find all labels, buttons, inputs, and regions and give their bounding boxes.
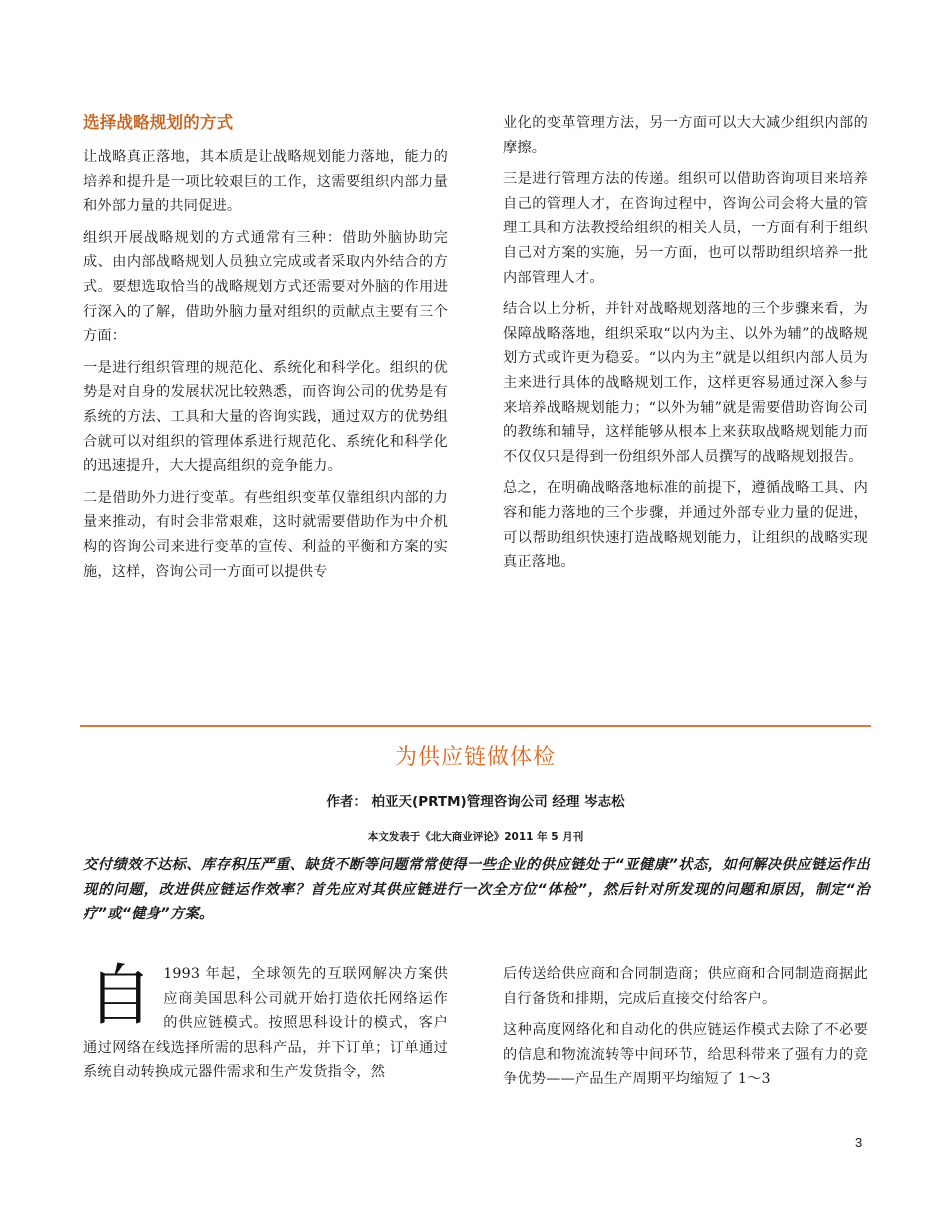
paragraph: 二是借助外力进行变革。有些组织变革仅靠组织内部的力量来推动，有时会非常艰难，这时就需要借助作为中介机构的咨询公司来进行变革的宣传、利益的平衡和方案的实施，这样，咨询公司一方面可以提供专 bbox=[83, 489, 448, 580]
paragraph: 总之，在明确战略落地标准的前提下，遵循战略工具、内容和能力落地的三个步骤，并通过外部专业力量的促进，可以帮助组织快速打造战略规划能力，让组织的战略实现真正落地。 bbox=[503, 480, 868, 571]
paragraph bbox=[83, 957, 448, 1085]
article-abstract: 交付绩效不达标、库存积压严重、缺货不断等问题常常使得一些企业的供应链处于“亚健康”状态，如何解决供应链运作出现的问题，改进供应链运作效率？首先应对其供应链进行一次全方位“体检”，然后针对所发现的问题和原因，制定“治疗”或“健身”方案。 bbox=[83, 857, 870, 922]
top-left-column bbox=[83, 111, 448, 591]
article-right-column bbox=[503, 962, 868, 1099]
section-divider bbox=[80, 725, 871, 727]
paragraph: 让战略真正落地，其本质是让战略规划能力落地，能力的培养和提升是一项比较艰巨的工作，这需要组织内部力量和外部力量的共同促进。 bbox=[83, 149, 448, 215]
paragraph: 后传送给供应商和合同制造商；供应商和合同制造商据此自行备货和排期，完成后直接交付给客户。 bbox=[503, 966, 868, 1007]
article-byline: 作者： 柏亚天(PRTM)管理咨询公司 经理 岑志松 bbox=[326, 794, 625, 810]
paragraph: 三是进行管理方法的传递。组织可以借助咨询项目来培养自己的管理人才，在咨询过程中，咨询公司会将大量的管理工具和方法教授给组织的相关人员，一方面有利于组织自己对方案的实施，另一方面，也可以帮助组织培养一批内部管理人才。 bbox=[503, 171, 868, 286]
page-number: 3 bbox=[855, 1135, 863, 1150]
paragraph: 一是进行组织管理的规范化、系统化和科学化。组织的优势是对自身的发展状况比较熟悉，而咨询公司的优势是有系统的方法、工具和大量的咨询实践，通过双方的优势组合就可以对组织的管理体系进行规范化、系统化和科学化的迅速提升，大大提高组织的竞争能力。 bbox=[83, 359, 448, 475]
paragraph: 组织开展战略规划的方式通常有三种：借助外脑协助完成、由内部战略规划人员独立完成或者采取内外结合的方式。要想选取恰当的战略规划方式还需要对外脑的作用进行深入的了解，借助外脑力量对组织的贡献点主要有三个方面： bbox=[83, 229, 448, 345]
article-title: 为供应链做体检 bbox=[394, 745, 556, 770]
drop-cap: 自 bbox=[87, 957, 154, 1034]
paragraph: 业化的变革管理方法，另一方面可以大大减少组织内部的摩擦。 bbox=[503, 115, 868, 156]
section-heading: 选择战略规划的方式 bbox=[83, 113, 234, 132]
paragraph: 这种高度网络化和自动化的供应链运作模式去除了不必要的信息和物流流转等中间环节，给思科带来了强有力的竞争优势——产品生产周期平均缩短了 1～3 bbox=[503, 1022, 868, 1088]
top-right-column bbox=[503, 111, 868, 582]
article-left-column bbox=[83, 957, 448, 1092]
publication-note: 本文发表于《北大商业评论》2011 年 5 月刊 bbox=[367, 831, 584, 843]
paragraph-text: 1993 年起，全球领先的互联网解决方案供应商美国思科公司就开始打造依托网络运作的供应链模式。按照思科设计的模式，客户通过网络在线选择所需的思科产品，并下订单；订单通过系统自动转换成元器件需求和生产发货指令，然 bbox=[83, 966, 448, 1081]
paragraph: 结合以上分析，并针对战略规划落地的三个步骤来看，为保障战略落地，组织采取“以内为主、以外为辅”的战略规划方式或许更为稳妥。“以内为主”就是以组织内部人员为主来进行具体的战略规划工作，这样更容易通过深入参与来培养战略规划能力；“以外为辅”就是需要借助咨询公司的教练和辅导，这样能够从根本上来获取战略规划能力而不仅仅只是得到一份组织外部人员撰写的战略规划报告。 bbox=[503, 301, 868, 465]
